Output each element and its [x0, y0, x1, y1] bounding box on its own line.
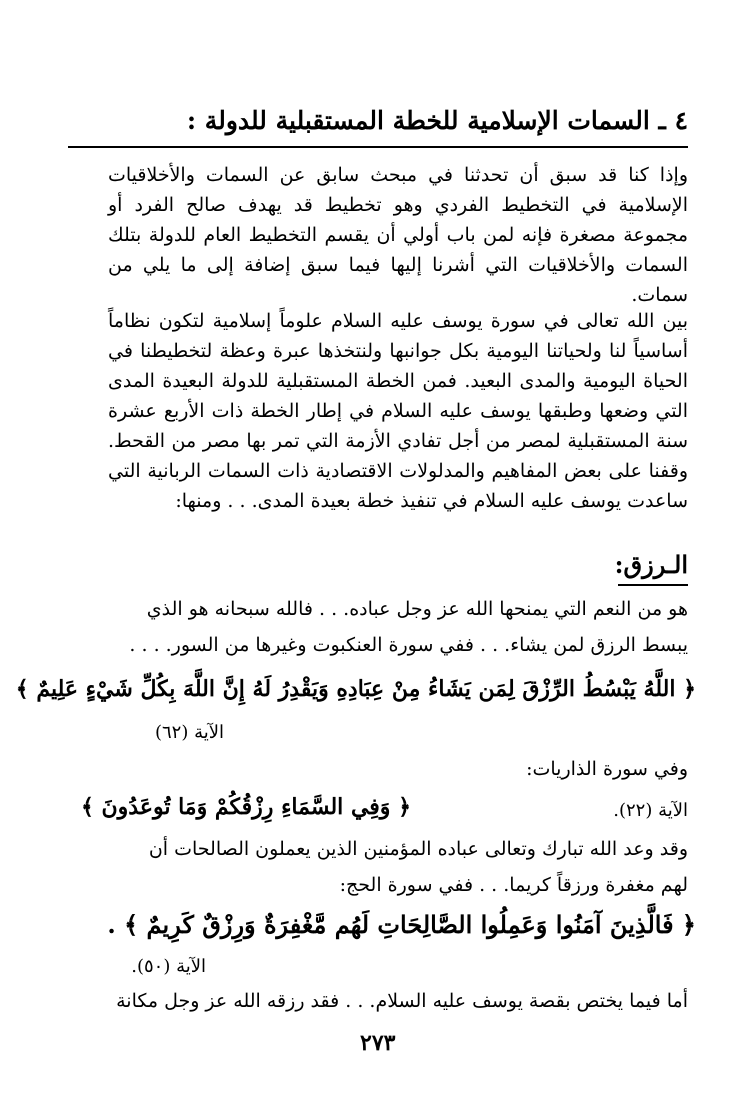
paragraph-yusuf: بين الله تعالى في سورة يوسف عليه السلام علوماً إسلامية لتكون نظاماً أساسياً لنا ولحياتنا اليومية بكل جوانبها ولنتخذها عبرة وعظة لتخطيطنا في الحياة اليومية والمدى البعيد. فمن الخطة المستقبلية للدولة البعيدة المدى التي وضعها وطبقها يوسف عليه السلام في إطار الخطة ذات الأربع عشرة سنة المستقبلية لمصر من أجل تفادي الأزمة التي تمر بها مصر من القحط. وقفنا على بعض المفاهيم والمدلولات الاقتصادية ذات السمات الربانية التي ساعدت يوسف عليه السلام في تنفيذ خطة بعيدة المدى. . . ومنها:	[108, 310, 688, 512]
text-line: وقد وعد الله تبارك وتعالى عباده المؤمنين الذين يعملون الصالحات أن	[148, 838, 688, 860]
text-line: لهم مغفرة ورزقاً كريما. . . ففي سورة الحج:	[339, 874, 688, 896]
quran-verse: ﴿ وَفِي السَّمَاءِ رِزْقُكُمْ وَمَا تُوعَدُونَ ﴾	[80, 794, 411, 820]
quran-verse: ﴿ فَالَّذِينَ آمَنُوا وَعَمِلُوا الصَّالِحَاتِ لَهُم مَّغْفِرَةٌ وَرِزْقٌ كَرِيمٌ ﴾ .	[107, 910, 696, 939]
verse-reference: الآية (٢٢).	[613, 800, 688, 821]
text-line: هو من النعم التي يمنحها الله عز وجل عباده. . . فالله سبحانه هو الذي	[146, 598, 688, 620]
text-line: وفي سورة الذاريات:	[526, 758, 688, 780]
verse-reference: الآية (٦٢)	[154, 722, 224, 743]
verse-reference: الآية (٥٠).	[131, 956, 206, 977]
quran-verse: ﴿ اللَّهُ يَبْسُطُ الرِّزْقَ لِمَن يَشَاءُ مِنْ عِبَادِهِ وَيَقْدِرُ لَهُ إِنَّ اللَّهَ بِكُلِّ شَيْءٍ عَلِيمٌ ﴾	[15, 676, 696, 702]
subheading-rizq: الـرزق:	[614, 550, 688, 579]
text-line: أما فيما يختص بقصة يوسف عليه السلام. . . فقد رزقه الله عز وجل مكانة	[116, 990, 688, 1012]
text-line: يبسط الرزق لمن يشاء. . . ففي سورة العنكبوت وغيرها من السور. . . .	[129, 634, 688, 656]
page-number: ٢٧٣	[360, 1030, 396, 1056]
subheading-underline	[618, 584, 688, 586]
section-heading: ٤ ـ السمات الإسلامية للخطة المستقبلية للدولة :	[186, 106, 688, 135]
paragraph-intro: وإذا كنا قد سبق أن تحدثنا في مبحث سابق عن السمات والأخلاقيات الإسلامية في التخطيط الفردي وهو تخطيط قد يهدف صالح الفرد أو مجموعة مصغرة فإنه لمن باب أولي أن يقسم التخطيط العام للدولة بتلك السمات والأخلاقيات التي أشرنا إليها فيما سبق إضافة إلى ما يلي من سمات.	[108, 164, 688, 306]
heading-underline	[68, 146, 688, 148]
